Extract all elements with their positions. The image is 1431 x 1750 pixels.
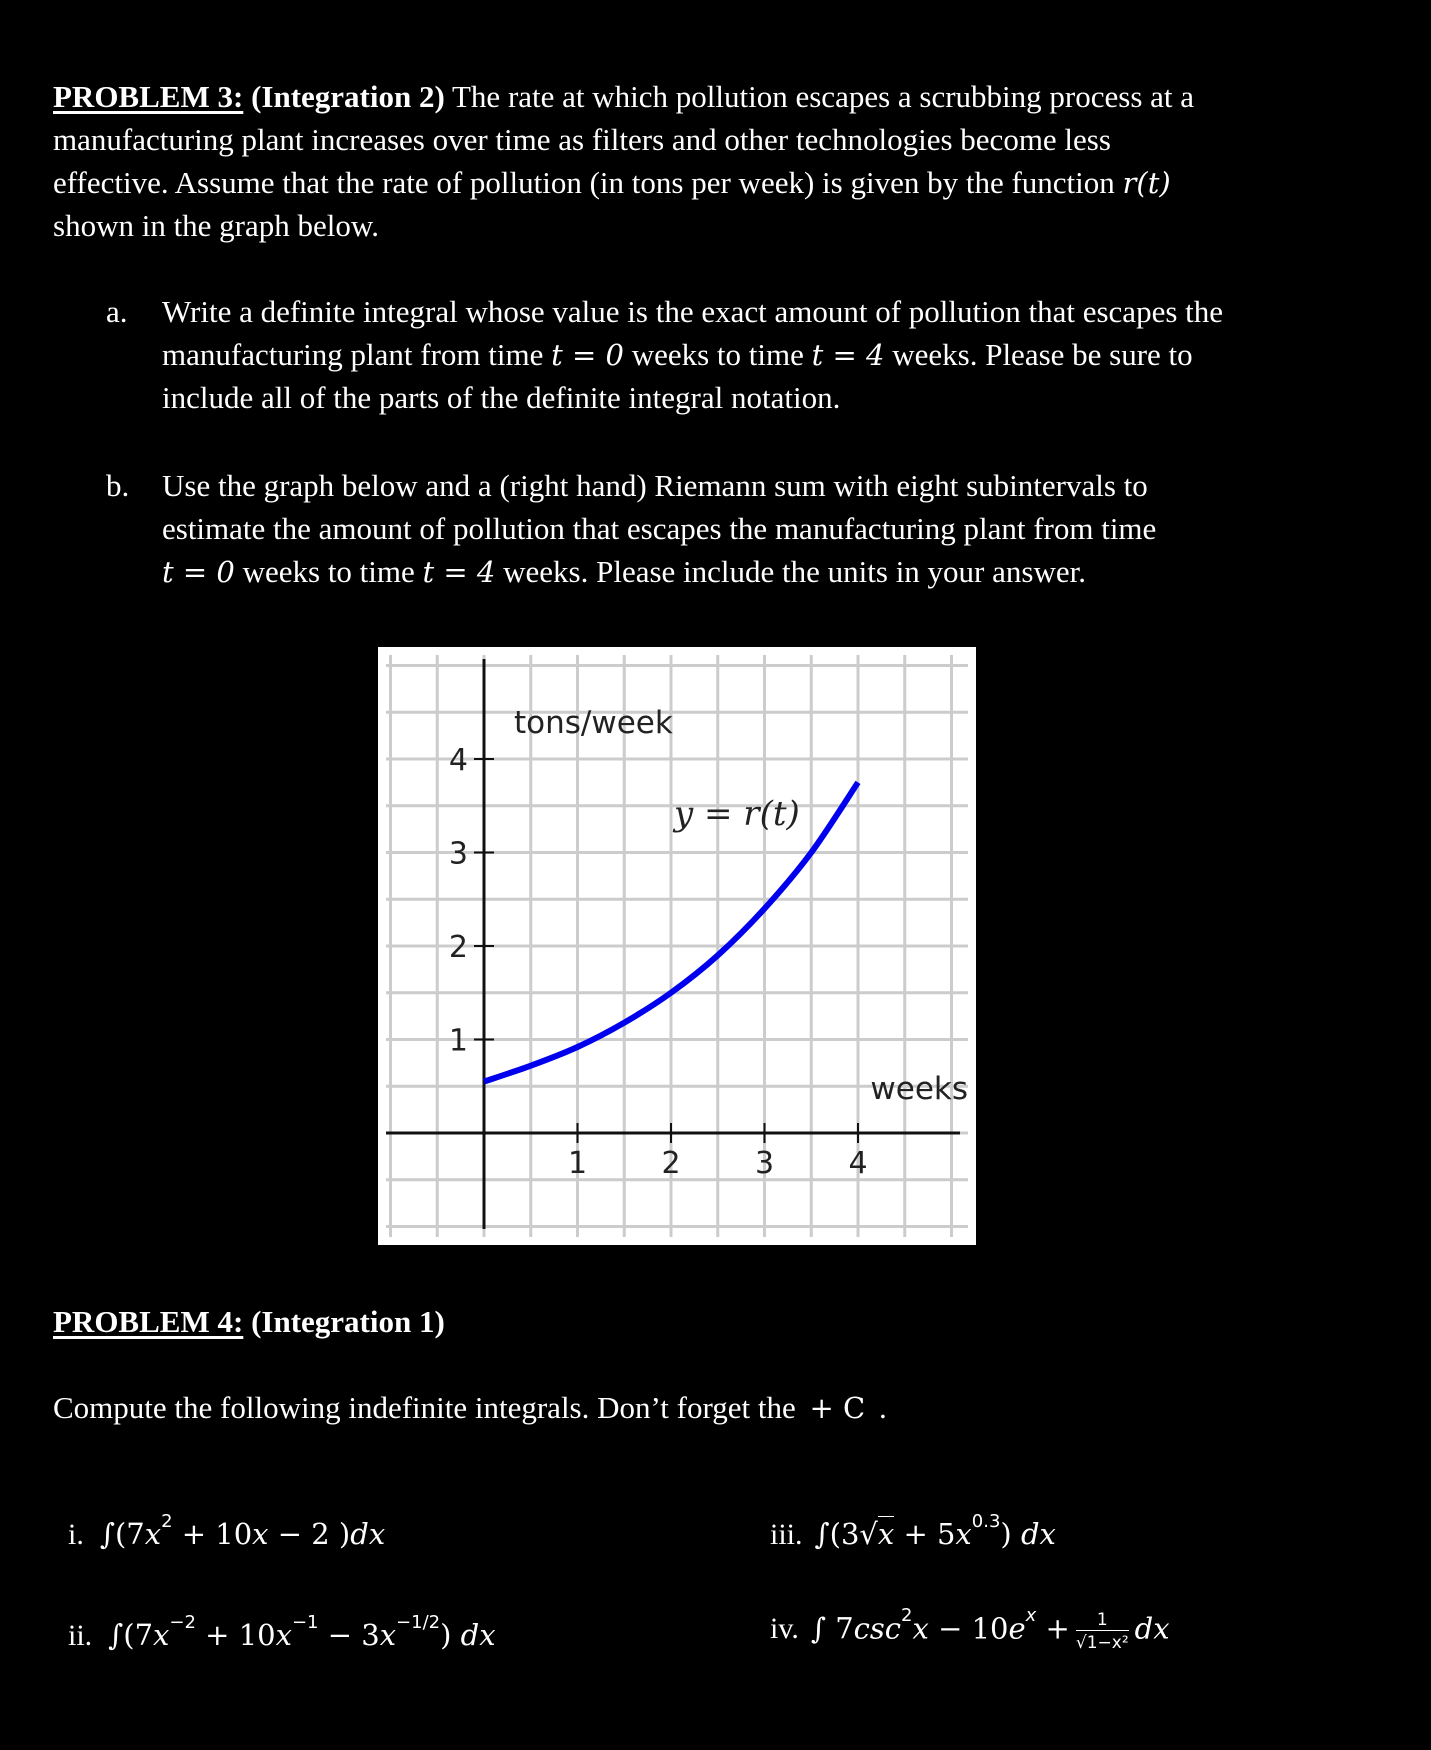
y-axis-label: tons/week xyxy=(514,705,673,741)
pollution-rate-graph xyxy=(378,647,976,1245)
integral-ii-part4: ) xyxy=(440,1618,461,1652)
integral-iv-csc: csc xyxy=(853,1611,902,1646)
problem3-intro-1: The rate at which pollution escapes a scrubbing process at a xyxy=(452,79,1195,114)
integral-ii-x2: x xyxy=(275,1618,292,1652)
integral-ii-part1: ∫(7 xyxy=(108,1618,154,1652)
integral-iv-e: e xyxy=(1008,1611,1026,1646)
fraction-numerator: 1 xyxy=(1076,1610,1129,1631)
problem3-line3 xyxy=(53,161,1171,205)
problem4-intro-line xyxy=(53,1386,887,1430)
x-tick-label: 3 xyxy=(754,1146,775,1181)
part-a-eq-start: t = 0 xyxy=(551,338,624,372)
part-a-line1: Write a definite integral whose value is the exact amount of pollution that escapes the xyxy=(162,294,1224,329)
integral-ii-dx: dx xyxy=(460,1618,496,1652)
problem4-heading: PROBLEM 4: xyxy=(53,1304,244,1339)
part-a-pre: manufacturing plant from time xyxy=(162,337,544,372)
integral-iv-part1: ∫ 7 xyxy=(810,1611,854,1646)
integral-i-part3: − 2 ) xyxy=(268,1517,351,1551)
integral-iii-label: iii. xyxy=(770,1518,803,1551)
problem3-intro-3: effective. Assume that the rate of pollution (in tons per week) is given by the function xyxy=(53,165,1115,200)
integral-ii-x3: x xyxy=(379,1618,397,1652)
integral-iii-exp: 0.3 xyxy=(971,1511,1001,1532)
integral-iii xyxy=(770,1511,1056,1552)
plus-c: + C xyxy=(809,1391,866,1425)
integral-ii-exp2: −1 xyxy=(291,1612,319,1633)
x-tick-label: 1 xyxy=(567,1146,588,1181)
problem4-subtitle: (Integration 1) xyxy=(251,1304,445,1339)
integral-iv-part2: − 10 xyxy=(928,1611,1009,1646)
integral-ii xyxy=(68,1612,496,1653)
integral-iii-part1: ∫(3√ xyxy=(814,1517,878,1551)
part-a-line3: include all of the parts of the definite integral notation. xyxy=(162,380,841,415)
integral-iii-part3: ) xyxy=(1000,1517,1021,1551)
integral-iii-x: x xyxy=(877,1517,895,1551)
integral-iii-x2: x xyxy=(955,1517,972,1551)
curve-label: y = r(t) xyxy=(674,794,800,834)
problem3-subtitle: (Integration 2) xyxy=(251,79,445,114)
y-tick-label: 1 xyxy=(448,1023,468,1059)
integral-ii-label: ii. xyxy=(68,1619,93,1652)
integral-i-x2: x xyxy=(252,1517,269,1551)
integral-iv-label: iv. xyxy=(770,1612,799,1646)
x-tick-label: 2 xyxy=(661,1146,681,1181)
y-tick-label: 4 xyxy=(448,743,468,778)
part-a-eq-end: t = 4 xyxy=(811,338,885,372)
integral-iv xyxy=(770,1605,1170,1653)
y-tick-label: 3 xyxy=(448,836,468,872)
integral-ii-part3: − 3 xyxy=(318,1618,380,1652)
integral-i-part2: + 10 xyxy=(172,1517,253,1551)
integral-i-x: x xyxy=(144,1517,162,1551)
integral-iv-exp1: 2 xyxy=(901,1605,913,1627)
problem4-heading-line xyxy=(53,1300,445,1343)
part-b-line1: Use the graph below and a (right hand) Riemann sum with eight subintervals to xyxy=(162,468,1148,503)
integral-iv-dx: dx xyxy=(1134,1611,1170,1646)
part-b-eq-start: t = 0 xyxy=(162,555,235,589)
integral-iii-part2: + 5 xyxy=(894,1517,956,1551)
x-axis-label: weeks xyxy=(870,1071,968,1107)
part-b-post: weeks. Please include the units in your answer. xyxy=(503,554,1086,589)
integral-i-part1: ∫(7 xyxy=(99,1517,145,1551)
part-b-label: b. xyxy=(106,468,130,503)
x-tick-label: 4 xyxy=(848,1146,868,1181)
integral-i-label: i. xyxy=(68,1518,84,1551)
problem3-line1 xyxy=(53,75,1194,118)
integral-ii-part2: + 10 xyxy=(195,1618,276,1652)
part-a-line2 xyxy=(162,333,1193,377)
fraction-denominator: √1−x² xyxy=(1075,1633,1129,1653)
problem4-intro: Compute the following indefinite integrals. Don’t forget the xyxy=(53,1390,796,1425)
integral-i-exp: 2 xyxy=(161,1511,173,1532)
integral-iv-part3: + xyxy=(1036,1611,1070,1646)
integral-iv-x: x xyxy=(912,1611,929,1646)
integral-iv-exp2: x xyxy=(1025,1605,1037,1627)
part-a-mid: weeks to time xyxy=(631,337,804,372)
part-a-label: a. xyxy=(106,294,128,329)
problem3-intro-4: shown in the graph below. xyxy=(53,208,380,243)
part-a-post: weeks. Please be sure to xyxy=(892,337,1193,372)
problem3-heading: PROBLEM 3: xyxy=(53,79,244,114)
integral-ii-exp3: −1/2 xyxy=(396,1612,441,1633)
part-b-eq-end: t = 4 xyxy=(422,555,496,589)
problem4-intro-end: . xyxy=(878,1390,887,1425)
integral-iv-fraction xyxy=(1076,1610,1129,1653)
integral-iii-dx: dx xyxy=(1020,1517,1056,1551)
integral-i-dx: dx xyxy=(350,1517,386,1551)
integral-i xyxy=(68,1511,386,1552)
integral-ii-x: x xyxy=(153,1618,170,1652)
part-b-mid: weeks to time xyxy=(242,554,415,589)
problem3-function-r: r(t) xyxy=(1122,166,1171,200)
problem3-intro-2: manufacturing plant increases over time as filters and other technologies become less xyxy=(53,122,1111,157)
y-tick-label: 2 xyxy=(448,930,468,965)
part-b-line2: estimate the amount of pollution that escapes the manufacturing plant from time xyxy=(162,511,1157,546)
integral-ii-exp1: −2 xyxy=(169,1612,196,1633)
part-b-line3 xyxy=(162,550,1086,594)
